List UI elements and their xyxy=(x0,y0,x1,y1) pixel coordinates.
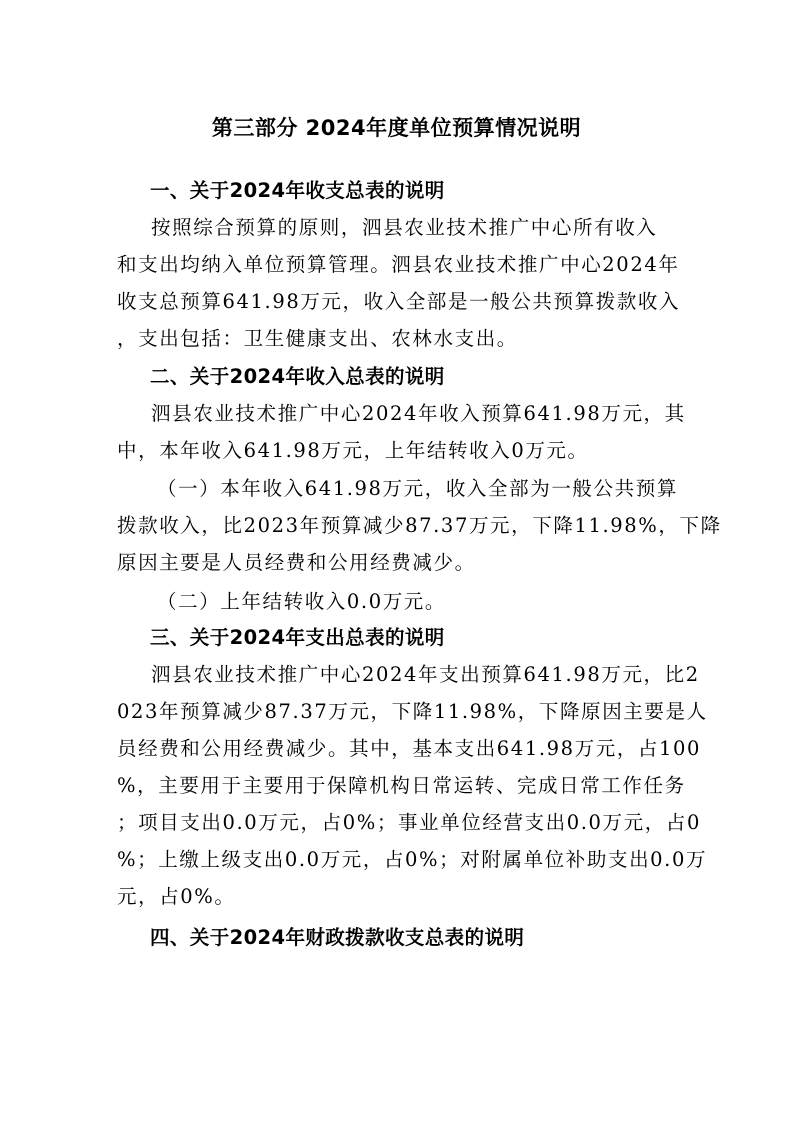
text-line: 和支出均纳入单位预算管理。泗县农业技术推广中心2024年 xyxy=(117,253,680,276)
paragraph-1-1 xyxy=(117,209,697,357)
text-line: 泗县农业技术推广中心2024年收入预算641.98万元，其 xyxy=(151,402,686,425)
text-line: 023年预算减少87.37万元，下降11.98%，下降原因主要是人 xyxy=(117,700,708,723)
section-heading-1: 一、关于2024年收支总表的说明 xyxy=(150,179,445,202)
paragraph-3-1 xyxy=(117,656,708,915)
text-line: 泗县农业技术推广中心2024年支出预算641.98万元，比2 xyxy=(151,663,700,686)
paragraph-2-1 xyxy=(117,395,697,469)
text-line: ；项目支出0.0万元，占0%；事业单位经营支出0.0万元，占0 xyxy=(117,811,701,834)
text-line: （一）本年收入641.98万元，收入全部为一般公共预算 xyxy=(157,477,678,500)
section-heading-2: 二、关于2024年收入总表的说明 xyxy=(150,365,445,388)
text-line: %，主要用于主要用于保障机构日常运转、完成日常工作任务 xyxy=(117,774,686,797)
text-line: 员经费和公用经费减少。其中，基本支出641.98万元，占100 xyxy=(117,737,702,760)
paragraph-2-2 xyxy=(117,470,722,581)
text-line: 中，本年收入641.98万元，上年结转收入0万元。 xyxy=(117,439,589,462)
text-line: %；上缴上级支出0.0万元，占0%；对附属单位补助支出0.0万 xyxy=(117,848,708,871)
paragraph-2-3 xyxy=(117,583,697,620)
text-line: （二）上年结转收入0.0万元。 xyxy=(157,590,447,613)
text-line: 原因主要是人员经费和公用经费减少。 xyxy=(117,551,476,574)
page-title: 第三部分 2024年度单位预算情况说明 xyxy=(211,116,582,140)
section-heading-4: 四、关于2024年财政拨款收支总表的说明 xyxy=(150,926,525,949)
text-line: 拨款收入，比2023年预算减少87.37万元，下降11.98%，下降 xyxy=(117,514,722,537)
text-line: 收支总预算641.98万元，收入全部是一般公共预算拨款收入 xyxy=(117,290,681,313)
text-line: ，支出包括：卫生健康支出、农林水支出。 xyxy=(117,327,518,350)
text-line: 按照综合预算的原则，泗县农业技术推广中心所有收入 xyxy=(151,216,658,239)
section-heading-3: 三、关于2024年支出总表的说明 xyxy=(150,626,445,649)
text-line: 元，占0%。 xyxy=(117,885,236,908)
